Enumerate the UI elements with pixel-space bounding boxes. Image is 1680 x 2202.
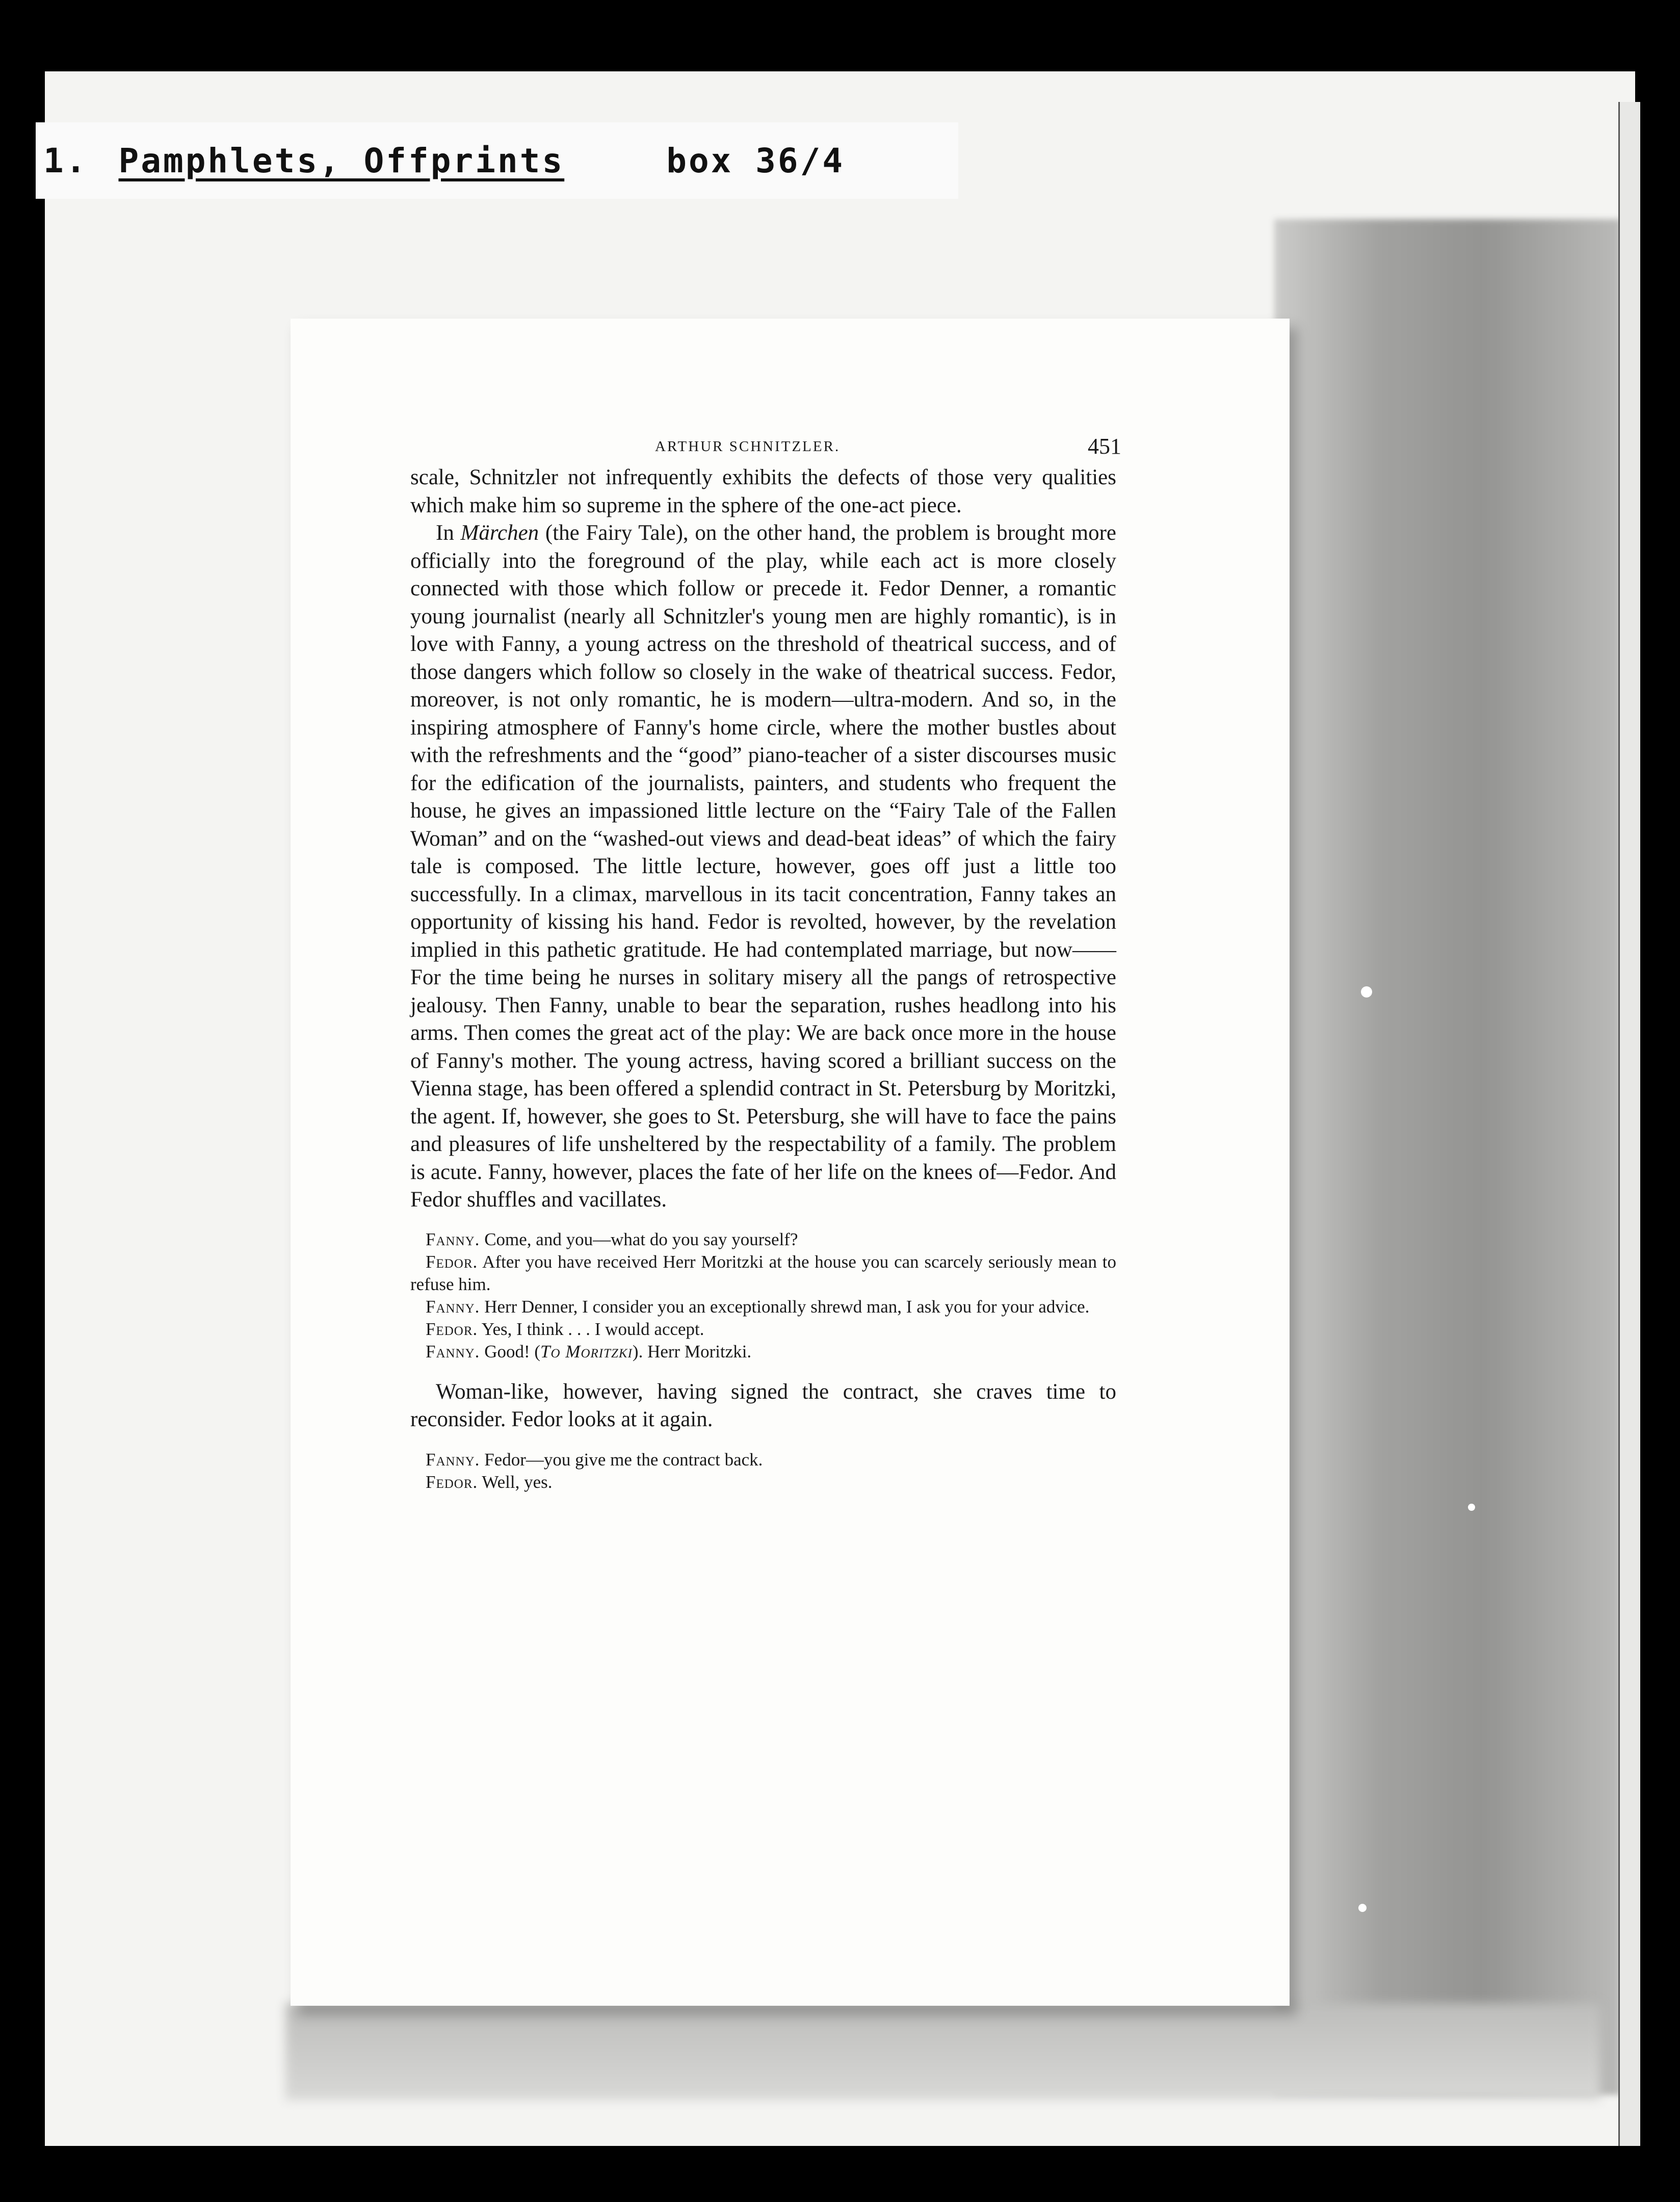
label-number: 1. [43,141,88,180]
mount-shadow-bottom [285,2003,1600,2100]
line: Come, and you—what do you say yourself? [480,1229,798,1249]
dialogue-block [410,1228,1116,1363]
label-box: box 36/4 [666,141,845,180]
line: Fedor—you give me the contract back. [480,1449,763,1470]
speaker: Fanny. [426,1229,480,1249]
body-text-continued [410,1378,1116,1433]
speaker: Fedor. [426,1472,478,1492]
speaker: Fanny. [426,1449,480,1470]
dialogue-line [410,1251,1116,1296]
dialogue-block [410,1449,1116,1493]
line: ). Herr Moritzki. [632,1341,752,1361]
speaker: Fedor. [426,1319,478,1339]
speaker: Fanny. [426,1296,480,1317]
dialogue-line [410,1318,1116,1341]
body-text [410,464,1116,1214]
dialogue-line [410,1471,1116,1493]
paragraph-rest: (the Fairy Tale), on the other hand, the problem is brought more officially into the foreground of the play, while each act is more closely connected with those which follow or precede it. Fedor Denner, a romantic young journalist (nearly all Schnitzler's young men are highly romantic), is in love with Fanny, a young actress on the threshold of theatrical success, and of those dangers which follow so closely in the wake of theatrical success. Fedor, moreover, is not only romantic, he is modern—ultra-modern. And so, in the inspiring atmosphere of Fanny's home circle, where the mother bustles about with the refreshments and the “good” piano-teacher of a sister discourses music for the edification of the journalists, painters, and students who frequent the house, he gives an impassioned little lecture on the “Fairy Tale of the Fallen Woman” and on the “washed-out views and dead-beat ideas” of which the fairy tale is composed. The little lecture, however, goes off just a little too successfully. In a climax, marvellous in its tacit concentration, Fanny takes an opportunity of kissing his hand. Fedor is revolted, however, by the revelation implied in this pathetic gratitude. He had contemplated marriage, but now—— For the time being he nurses in solitary misery all the pangs of retrospective jealousy. Then Fanny, unable to bear the separation, rushes headlong into his arms. Then comes the great act of the play: We are back once more in the house of Fanny's mother. The young actress, having scored a brilliant success on the Vienna stage, has been offered a splendid contract in St. Petersburg by Moritzki, the agent. If, however, she goes to St. Petersburg, she will have to face the pains and pleasures of life unsheltered by the respectability of a family. The problem is acute. Fanny, however, places the fate of her life on the knees of—Fedor. And Fedor shuffles and vacillates. [410,521,1116,1212]
card-edge [1618,102,1640,2146]
line: After you have received Herr Moritzki at the house you can scarcely seriously mean to refuse him. [410,1251,1116,1294]
label-title: Pamphlets, Offprints [118,141,565,180]
dust-speck [1358,1904,1367,1912]
dialogue-line [410,1228,1116,1251]
mount-shadow [1274,219,1621,2095]
speaker: Fanny. [426,1341,480,1361]
page-content [410,428,1121,1493]
paragraph: scale, Schnitzler not infrequently exhibits the defects of those very qualities which make him so supreme in the sphere of the one-act piece. [410,465,1116,517]
line: Well, yes. [478,1472,553,1492]
stage-direction: To Moritzki [540,1341,633,1361]
dialogue-line [410,1296,1116,1318]
running-head [410,428,1121,464]
dust-speck [1361,986,1372,998]
paragraph [410,519,1116,1214]
paragraph-lead: In [436,521,461,545]
line: Yes, I think . . . I would accept. [478,1319,704,1339]
speaker: Fedor. [426,1251,478,1272]
offprint-page [291,319,1290,2006]
play-title: Märchen [460,521,539,545]
page-number: 451 [1088,434,1121,459]
dialogue-line [410,1449,1116,1471]
running-title: ARTHUR SCHNITZLER. [655,438,841,455]
paragraph: Woman-like, however, having signed the contract, she craves time to reconsider. Fedor looks at it again. [410,1379,1116,1431]
line: Good! ( [480,1341,541,1361]
dust-speck [1468,1504,1475,1511]
dialogue-line [410,1341,1116,1363]
line: Herr Denner, I consider you an exceptionally shrewd man, I ask you for your advice. [480,1296,1090,1317]
archive-label [43,130,845,191]
